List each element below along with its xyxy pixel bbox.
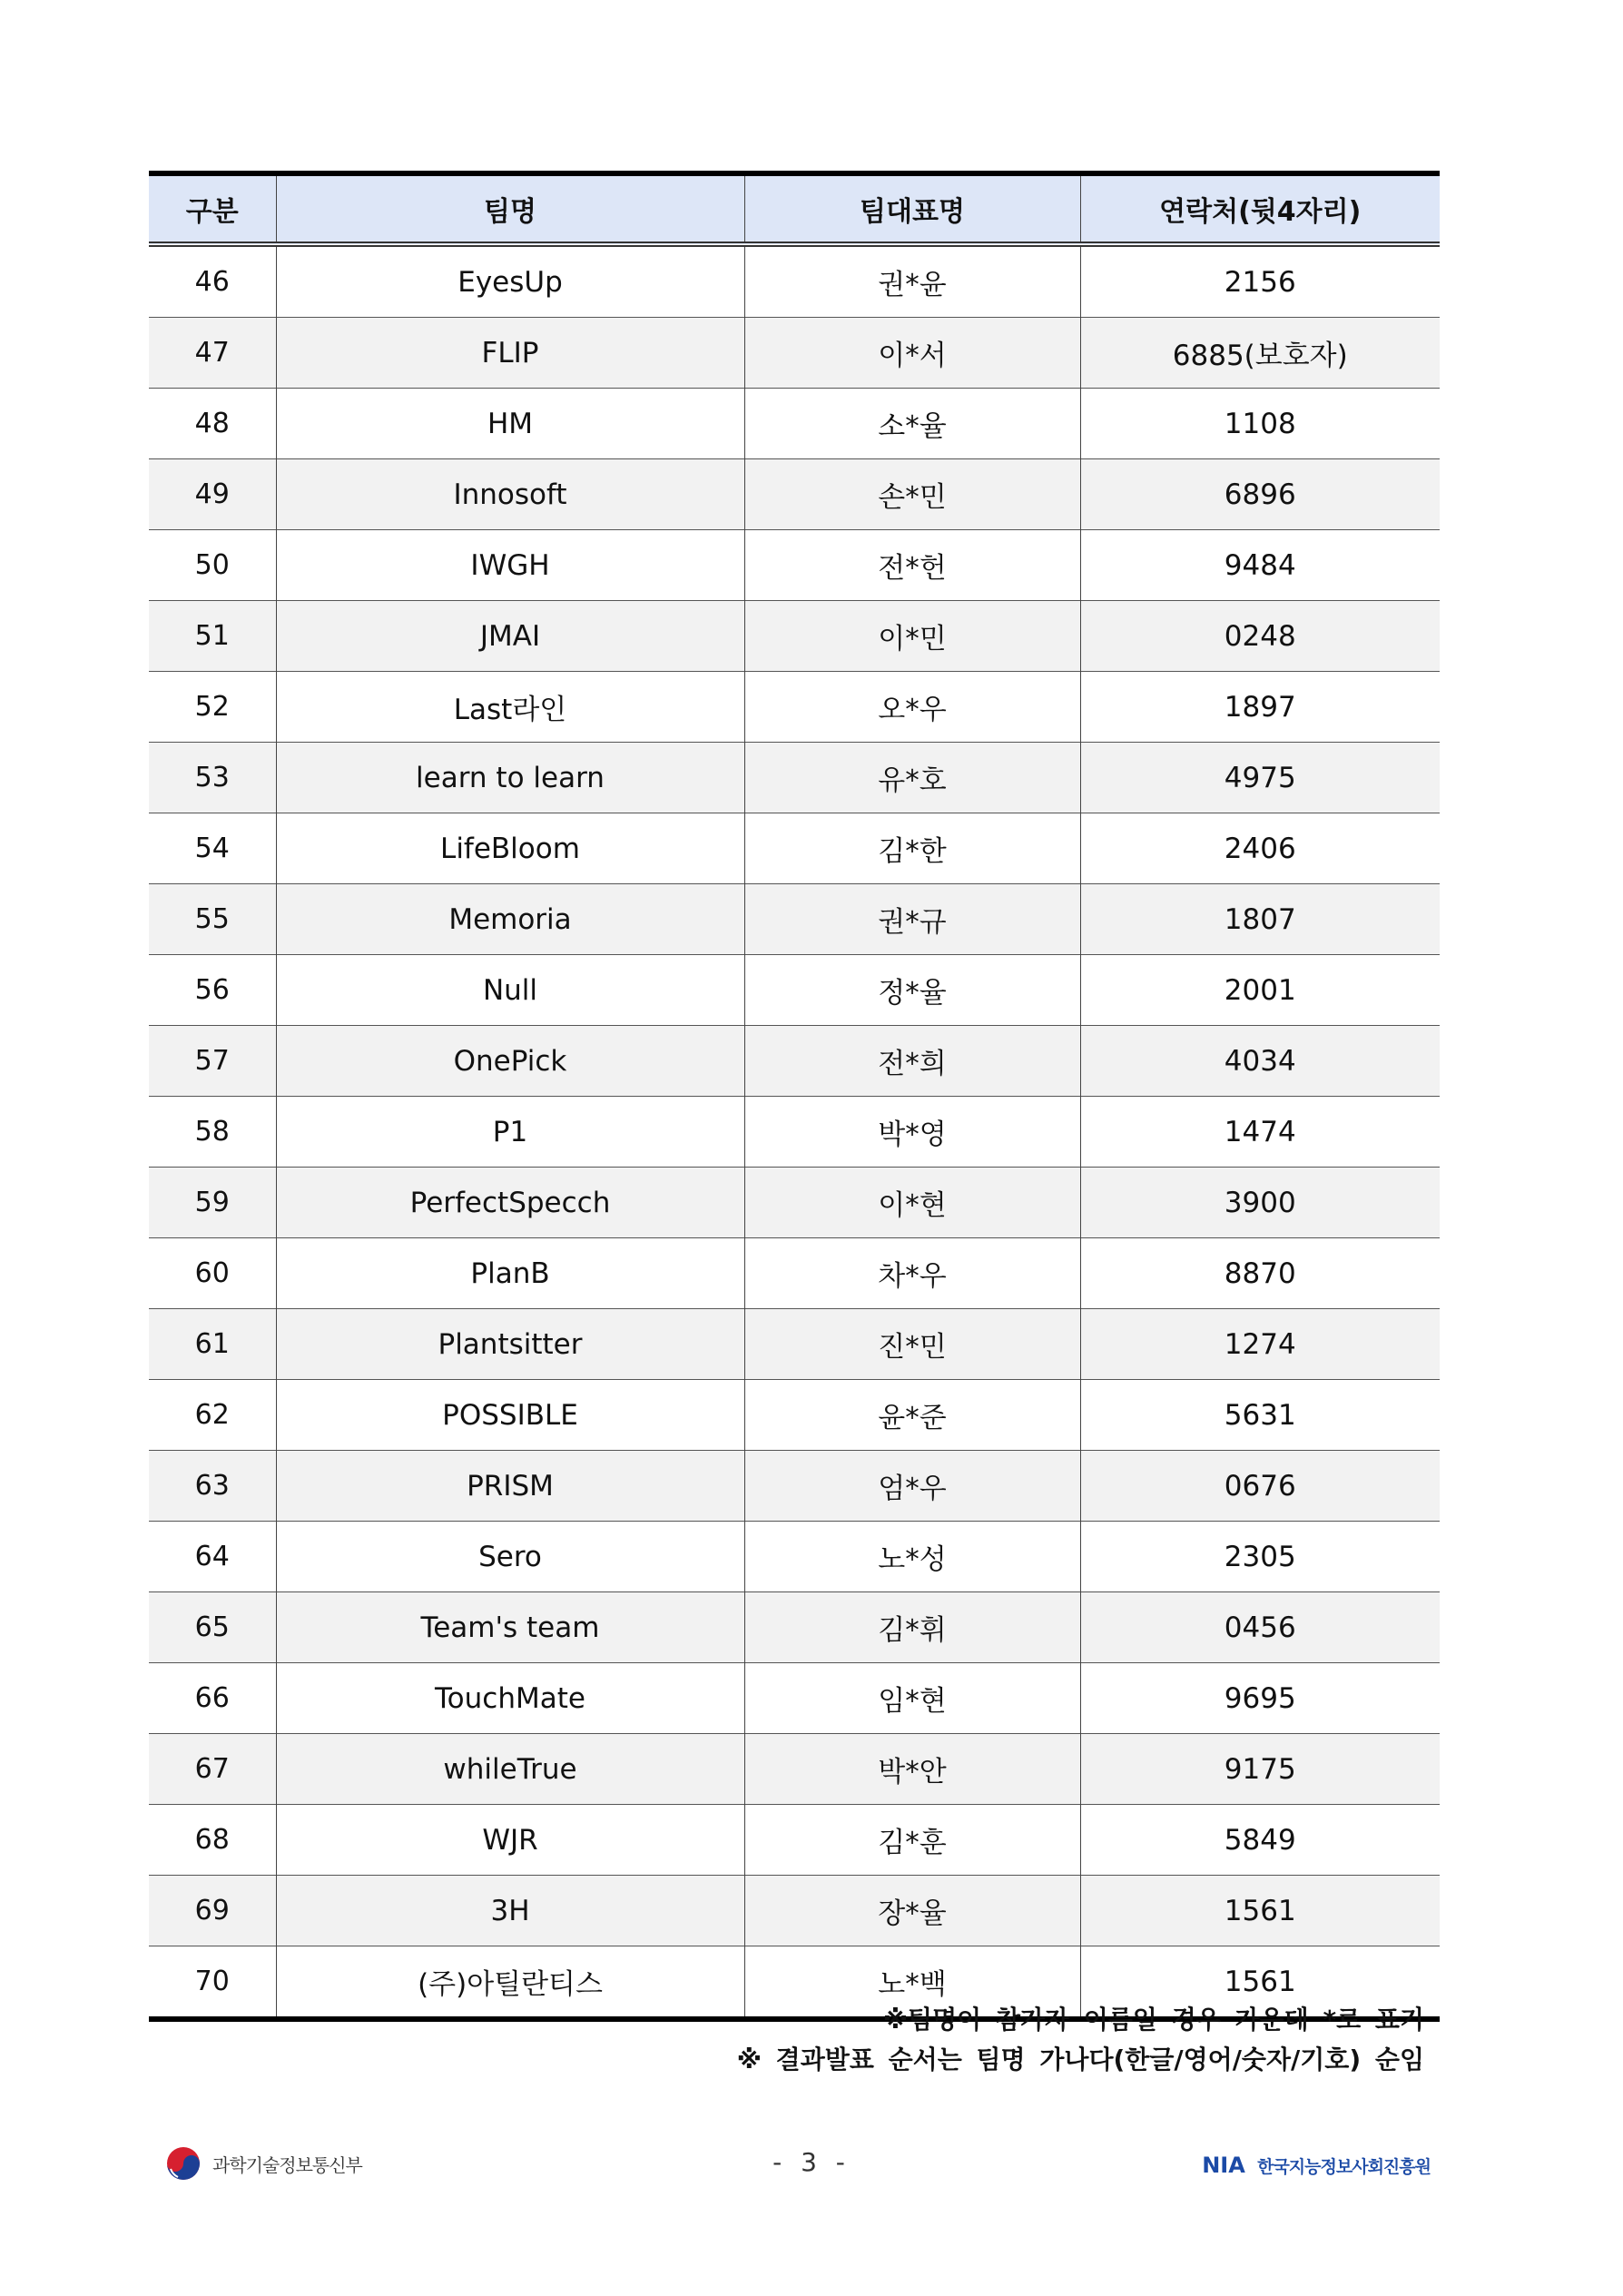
table-row — [149, 1451, 1440, 1522]
cell-contact: 1474 — [1080, 1097, 1440, 1168]
cell-representative: 유*호 — [744, 743, 1080, 813]
cell-contact: 3900 — [1080, 1168, 1440, 1238]
cell-no: 46 — [194, 266, 230, 298]
cell-representative: 권*윤 — [744, 244, 1080, 318]
cell-no: 57 — [149, 1026, 276, 1097]
cell-contact: 0456 — [1080, 1592, 1440, 1663]
cell-contact: 1108 — [1080, 389, 1440, 459]
cell-team-name: PlanB — [276, 1238, 744, 1309]
cell-team-name: PerfectSpecch — [276, 1168, 744, 1238]
table-row — [149, 813, 1440, 884]
cell-no: 60 — [149, 1238, 276, 1309]
cell-representative: 전*희 — [744, 1026, 1080, 1097]
cell-team-name: JMAI — [276, 601, 744, 672]
cell-no: 65 — [149, 1592, 276, 1663]
table-row — [149, 1876, 1440, 1946]
cell-team-name: Team's team — [276, 1592, 744, 1663]
cell-team-name: WJR — [276, 1805, 744, 1876]
cell-team-name: TouchMate — [276, 1663, 744, 1734]
table-row — [149, 743, 1440, 813]
header-representative: 팀대표명 — [744, 173, 1080, 244]
cell-contact: 9695 — [1080, 1663, 1440, 1734]
cell-no: 66 — [149, 1663, 276, 1734]
cell-representative: 김*휘 — [744, 1592, 1080, 1663]
cell-no: 58 — [149, 1097, 276, 1168]
cell-representative: 윤*준 — [744, 1380, 1080, 1451]
cell-contact: 6896 — [1080, 459, 1440, 530]
cell-no: 53 — [149, 743, 276, 813]
cell-team-name: Null — [276, 955, 744, 1026]
table-row — [149, 389, 1440, 459]
cell-no: 51 — [149, 601, 276, 672]
cell-contact: 2406 — [1080, 813, 1440, 884]
note-order: ※ 결과발표 순서는 팀명 가나다(한글/영어/숫자/기호) 순임 — [736, 2045, 1424, 2074]
cell-contact: 1807 — [1080, 884, 1440, 955]
table-header — [149, 173, 1440, 244]
cell-representative: 차*우 — [744, 1238, 1080, 1309]
cell-representative: 권*규 — [744, 884, 1080, 955]
cell-team-name: LifeBloom — [276, 813, 744, 884]
table-row — [149, 1522, 1440, 1592]
cell-team-name: Last라인 — [276, 672, 744, 743]
table-row — [149, 1380, 1440, 1451]
cell-team-name: OnePick — [276, 1026, 744, 1097]
cell-no: 70 — [149, 1946, 276, 2020]
cell-team-name: IWGH — [276, 530, 744, 601]
cell-representative: 김*한 — [744, 813, 1080, 884]
table-row — [149, 1805, 1440, 1876]
header-team-name: 팀명 — [276, 173, 744, 244]
cell-no: 69 — [149, 1876, 276, 1946]
table-row — [149, 530, 1440, 601]
table-row — [149, 601, 1440, 672]
header-no: 구분 — [149, 173, 276, 244]
cell-team-name: learn to learn — [276, 743, 744, 813]
cell-representative: 장*율 — [744, 1876, 1080, 1946]
cell-team-name: EyesUp — [276, 244, 744, 318]
cell-representative: 손*민 — [744, 459, 1080, 530]
cell-contact: 2156 — [1080, 244, 1440, 318]
cell-no: 67 — [149, 1734, 276, 1805]
table-body — [149, 244, 1440, 2019]
cell-contact: 9484 — [1080, 530, 1440, 601]
cell-representative: 이*현 — [744, 1168, 1080, 1238]
notes — [737, 2000, 1424, 2080]
cell-team-name: 3H — [276, 1876, 744, 1946]
cell-no: 52 — [149, 672, 276, 743]
cell-no: 55 — [149, 884, 276, 955]
cell-representative: 진*민 — [744, 1309, 1080, 1380]
cell-representative: 오*우 — [744, 672, 1080, 743]
cell-contact: 4034 — [1080, 1026, 1440, 1097]
table-row — [149, 1734, 1440, 1805]
cell-team-name: Plantsitter — [276, 1309, 744, 1380]
cell-contact: 1274 — [1080, 1309, 1440, 1380]
cell-representative: 노*성 — [744, 1522, 1080, 1592]
table-row — [149, 1238, 1440, 1309]
table-row — [149, 1592, 1440, 1663]
cell-contact: 0248 — [1080, 601, 1440, 672]
cell-no: 59 — [149, 1168, 276, 1238]
nia-mark: NIA — [1202, 2153, 1245, 2178]
cell-representative: 전*헌 — [744, 530, 1080, 601]
cell-team-name: FLIP — [276, 318, 744, 389]
cell-team-name: whileTrue — [276, 1734, 744, 1805]
cell-no: 64 — [149, 1522, 276, 1592]
note-masking: ※팀명이 참가자 이름일 경우 가운데 *로 표기 — [882, 2005, 1424, 2035]
cell-contact: 0676 — [1080, 1451, 1440, 1522]
table-row — [149, 318, 1440, 389]
cell-contact: 6885(보호자) — [1080, 318, 1440, 389]
table-row — [149, 672, 1440, 743]
cell-representative: 임*현 — [744, 1663, 1080, 1734]
table-row — [149, 884, 1440, 955]
cell-no: 48 — [149, 389, 276, 459]
table-row — [149, 1097, 1440, 1168]
ministry-name: 과학기술정보통신부 — [212, 2153, 362, 2176]
cell-team-name: Memoria — [276, 884, 744, 955]
cell-no: 47 — [149, 318, 276, 389]
cell-no: 62 — [149, 1380, 276, 1451]
cell-no: 54 — [149, 813, 276, 884]
cell-no: 68 — [149, 1805, 276, 1876]
cell-no: 63 — [149, 1451, 276, 1522]
cell-representative: 이*서 — [744, 318, 1080, 389]
table-row — [149, 459, 1440, 530]
cell-contact: 4975 — [1080, 743, 1440, 813]
cell-representative: 김*훈 — [744, 1805, 1080, 1876]
page-footer — [0, 2138, 1623, 2193]
table-row — [149, 1168, 1440, 1238]
cell-team-name: (주)아틸란티스 — [276, 1946, 744, 2020]
cell-representative: 박*영 — [744, 1097, 1080, 1168]
cell-no: 56 — [149, 955, 276, 1026]
cell-representative: 정*율 — [744, 955, 1080, 1026]
cell-no: 50 — [149, 530, 276, 601]
cell-representative: 박*안 — [744, 1734, 1080, 1805]
cell-team-name: PRISM — [276, 1451, 744, 1522]
cell-contact: 2001 — [1080, 955, 1440, 1026]
cell-contact: 1561 — [1080, 1876, 1440, 1946]
cell-contact: 8870 — [1080, 1238, 1440, 1309]
table-row — [149, 955, 1440, 1026]
cell-team-name: Sero — [276, 1522, 744, 1592]
cell-team-name: Innosoft — [276, 459, 744, 530]
cell-contact: 9175 — [1080, 1734, 1440, 1805]
cell-contact: 1561 — [1080, 1946, 1440, 2020]
nia-logo — [1202, 2153, 1431, 2178]
cell-no: 61 — [149, 1309, 276, 1380]
table-row — [149, 1663, 1440, 1734]
cell-representative: 소*율 — [744, 389, 1080, 459]
table-row — [149, 244, 1440, 318]
header-contact: 연락처(뒷4자리) — [1080, 173, 1440, 244]
page-number: - 3 - — [772, 2147, 851, 2177]
cell-representative: 노*백 — [744, 1946, 1080, 2020]
cell-team-name: P1 — [276, 1097, 744, 1168]
cell-team-name: POSSIBLE — [276, 1380, 744, 1451]
cell-representative: 엄*우 — [744, 1451, 1080, 1522]
nia-name: 한국지능정보사회진흥원 — [1257, 2157, 1431, 2177]
cell-contact: 5849 — [1080, 1805, 1440, 1876]
table-row — [149, 1026, 1440, 1097]
cell-contact: 2305 — [1080, 1522, 1440, 1592]
table-row — [149, 1309, 1440, 1380]
results-table — [149, 171, 1440, 2022]
cell-contact: 1897 — [1080, 672, 1440, 743]
cell-no: 49 — [149, 459, 276, 530]
header-row — [149, 173, 1440, 244]
cell-team-name: HM — [276, 389, 744, 459]
cell-representative: 이*민 — [744, 601, 1080, 672]
cell-contact: 5631 — [1080, 1380, 1440, 1451]
